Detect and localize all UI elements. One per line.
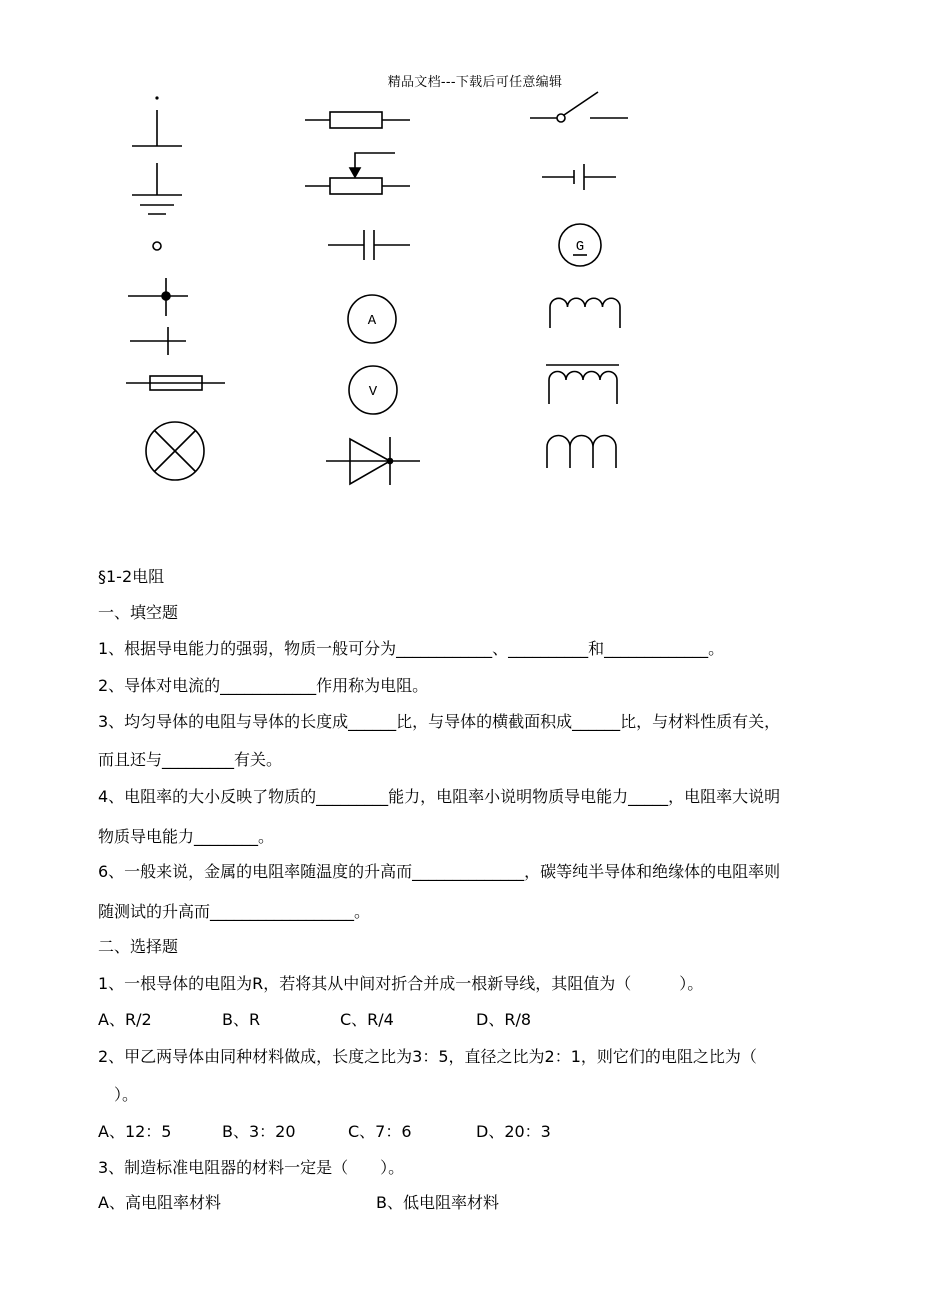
question-1-option-c: C、R/4: [340, 1010, 394, 1029]
question-3-stem: 3、制造标准电阻器的材料一定是（ ）。: [98, 1158, 405, 1177]
part2-title: 二、选择题: [98, 937, 179, 956]
question-2-option-d: D、20：3: [476, 1122, 551, 1141]
question-2-option-b: B、3：20: [222, 1122, 296, 1141]
fill-blank-line: 而且还与_________有关。: [98, 750, 283, 769]
fill-blank-line: 4、电阻率的大小反映了物质的_________能力，电阻率小说明物质导电能力_____，电阻率大说明: [98, 787, 781, 806]
fill-blank-line: 6、一般来说，金属的电阻率随温度的升高而______________，碳等纯半导体和绝缘体的电阻率则: [98, 862, 781, 881]
fill-blank-line: 1、根据导电能力的强弱，物质一般可分为____________、__________和_____________。: [98, 639, 725, 658]
question-1-stem: 1、一根导体的电阻为R，若将其从中间对折合并成一根新导线，其阻值为（ ）。: [98, 974, 704, 993]
rheostat-symbol: [305, 153, 410, 194]
battery-cell-symbol: [542, 164, 616, 190]
fill-blank-line: 随测试的升高而__________________。: [98, 902, 371, 921]
ground-symbol: [132, 163, 182, 214]
question-3-option-a: A、高电阻率材料: [98, 1193, 221, 1212]
part1-title: 一、填空题: [98, 603, 179, 622]
question-1-option-b: B、R: [222, 1010, 261, 1029]
iron-core-inductor-symbol: [546, 365, 619, 404]
fill-blank-line: 3、均匀导体的电阻与导体的长度成______比，与导体的横截面积成______比，与材料性质有关，: [98, 712, 781, 731]
generator-letter: G: [575, 239, 585, 255]
question-2-stem-end: ）。: [98, 1085, 139, 1104]
question-1-option-a: A、R/2: [98, 1010, 152, 1029]
question-1-option-d: D、R/8: [476, 1010, 532, 1029]
wire-junction-symbol: [128, 278, 188, 316]
question-2-stem: 2、甲乙两导体由同种材料做成，长度之比为3：5，直径之比为2：1，则它们的电阻之比为（: [98, 1047, 757, 1066]
fuse-symbol: [126, 376, 225, 390]
header-note: 精品文档---下载后可任意编辑: [387, 75, 563, 90]
question-2-option-c: C、7：6: [348, 1122, 412, 1141]
fill-blank-line: 物质导电能力________。: [98, 827, 275, 846]
question-3-option-b: B、低电阻率材料: [376, 1193, 499, 1212]
circuit-symbols-figure: [0, 0, 950, 520]
section-heading: §1-2电阻: [98, 567, 165, 586]
resistor-symbol: [305, 112, 410, 128]
voltmeter-letter: V: [368, 384, 378, 400]
capacitor-symbol: [328, 230, 410, 260]
ammeter-letter: A: [367, 313, 377, 329]
inductor-symbol: [550, 298, 620, 328]
switch-symbol: [530, 92, 628, 122]
fill-blank-line: 2、导体对电流的____________作用称为电阻。: [98, 676, 429, 695]
wire-crossing-symbol: [130, 327, 186, 355]
diode-symbol: [326, 437, 420, 485]
lamp-symbol: [146, 422, 204, 480]
node-terminal-symbol: [153, 242, 161, 250]
air-core-coil-symbol: [547, 436, 616, 469]
terminal-symbol: [132, 97, 182, 146]
question-2-option-a: A、12：5: [98, 1122, 172, 1141]
